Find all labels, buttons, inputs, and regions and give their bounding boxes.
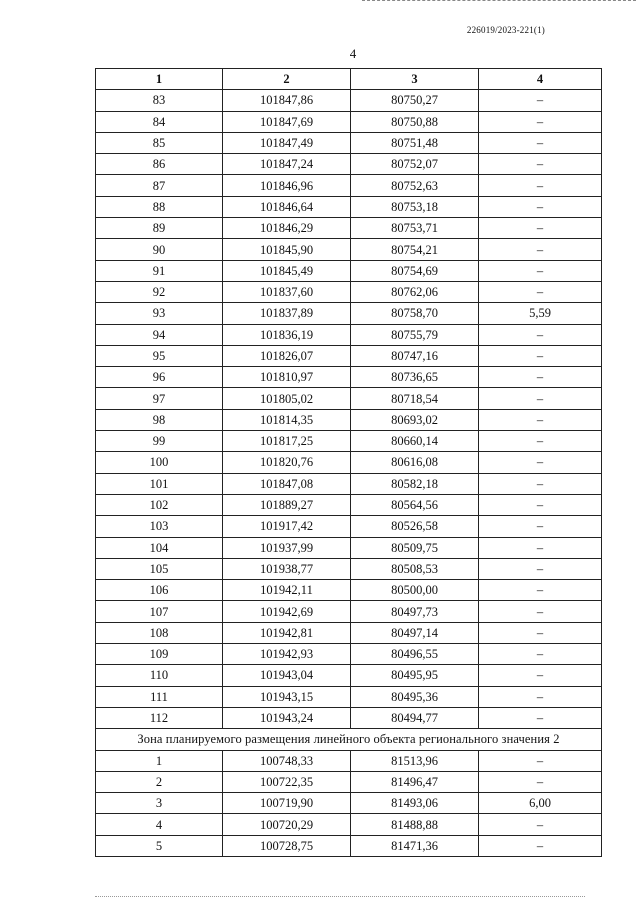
coordinate-y-cell: 81493,06 bbox=[351, 793, 479, 814]
coordinate-y-cell: 81488,88 bbox=[351, 814, 479, 835]
coordinate-x-cell: 101938,77 bbox=[223, 558, 351, 579]
table-row bbox=[96, 431, 602, 452]
table-row bbox=[96, 218, 602, 239]
point-number-cell: 97 bbox=[96, 388, 223, 409]
column-header-4: 4 bbox=[479, 69, 602, 90]
coordinate-y-cell: 80753,18 bbox=[351, 196, 479, 217]
coordinate-x-cell: 101847,86 bbox=[223, 90, 351, 111]
table-row bbox=[96, 303, 602, 324]
table-row bbox=[96, 665, 602, 686]
coordinates-table bbox=[95, 68, 602, 857]
table-row bbox=[96, 494, 602, 515]
distance-cell: – bbox=[479, 707, 602, 728]
table-row bbox=[96, 260, 602, 281]
table-body-zone-1 bbox=[96, 90, 602, 729]
coordinate-y-cell: 81496,47 bbox=[351, 771, 479, 792]
bottom-rule bbox=[95, 896, 585, 898]
coordinate-y-cell: 80616,08 bbox=[351, 452, 479, 473]
coordinate-x-cell: 101847,08 bbox=[223, 473, 351, 494]
coordinate-y-cell: 80750,88 bbox=[351, 111, 479, 132]
table-row bbox=[96, 814, 602, 835]
table-row bbox=[96, 90, 602, 111]
coordinate-x-cell: 101845,49 bbox=[223, 260, 351, 281]
coordinate-y-cell: 80747,16 bbox=[351, 345, 479, 366]
table-row bbox=[96, 239, 602, 260]
coordinate-y-cell: 80750,27 bbox=[351, 90, 479, 111]
coordinate-y-cell: 80508,53 bbox=[351, 558, 479, 579]
point-number-cell: 107 bbox=[96, 601, 223, 622]
point-number-cell: 95 bbox=[96, 345, 223, 366]
section-title: Зона планируемого размещения линейного объекта регионального значения 2 bbox=[96, 729, 602, 750]
distance-cell: – bbox=[479, 644, 602, 665]
point-number-cell: 104 bbox=[96, 537, 223, 558]
coordinate-y-cell: 80754,69 bbox=[351, 260, 479, 281]
point-number-cell: 111 bbox=[96, 686, 223, 707]
coordinate-y-cell: 80564,56 bbox=[351, 494, 479, 515]
table-row bbox=[96, 452, 602, 473]
coordinate-y-cell: 80762,06 bbox=[351, 281, 479, 302]
point-number-cell: 100 bbox=[96, 452, 223, 473]
coordinate-y-cell: 80500,00 bbox=[351, 580, 479, 601]
coordinate-x-cell: 101846,64 bbox=[223, 196, 351, 217]
point-number-cell: 102 bbox=[96, 494, 223, 515]
coordinate-y-cell: 80660,14 bbox=[351, 431, 479, 452]
point-number-cell: 83 bbox=[96, 90, 223, 111]
distance-cell: – bbox=[479, 196, 602, 217]
coordinate-x-cell: 101942,69 bbox=[223, 601, 351, 622]
table-row bbox=[96, 686, 602, 707]
table-row bbox=[96, 644, 602, 665]
coordinate-x-cell: 101889,27 bbox=[223, 494, 351, 515]
distance-cell: – bbox=[479, 580, 602, 601]
distance-cell: – bbox=[479, 154, 602, 175]
distance-cell: – bbox=[479, 239, 602, 260]
point-number-cell: 4 bbox=[96, 814, 223, 835]
distance-cell: – bbox=[479, 218, 602, 239]
coordinate-x-cell: 101846,29 bbox=[223, 218, 351, 239]
coordinate-x-cell: 101943,24 bbox=[223, 707, 351, 728]
coordinate-x-cell: 101847,49 bbox=[223, 132, 351, 153]
table-row bbox=[96, 175, 602, 196]
coordinate-y-cell: 80497,14 bbox=[351, 622, 479, 643]
point-number-cell: 86 bbox=[96, 154, 223, 175]
point-number-cell: 2 bbox=[96, 771, 223, 792]
distance-cell: – bbox=[479, 452, 602, 473]
coordinate-x-cell: 101837,89 bbox=[223, 303, 351, 324]
coordinate-y-cell: 80509,75 bbox=[351, 537, 479, 558]
point-number-cell: 88 bbox=[96, 196, 223, 217]
table-row bbox=[96, 281, 602, 302]
coordinate-y-cell: 80752,07 bbox=[351, 154, 479, 175]
coordinate-x-cell: 101917,42 bbox=[223, 516, 351, 537]
point-number-cell: 106 bbox=[96, 580, 223, 601]
distance-cell: – bbox=[479, 665, 602, 686]
coordinate-x-cell: 101837,60 bbox=[223, 281, 351, 302]
coordinate-x-cell: 101836,19 bbox=[223, 324, 351, 345]
coordinate-x-cell: 101937,99 bbox=[223, 537, 351, 558]
point-number-cell: 112 bbox=[96, 707, 223, 728]
coordinate-x-cell: 101942,81 bbox=[223, 622, 351, 643]
distance-cell: – bbox=[479, 601, 602, 622]
coordinate-x-cell: 101847,24 bbox=[223, 154, 351, 175]
coordinate-y-cell: 80751,48 bbox=[351, 132, 479, 153]
distance-cell: – bbox=[479, 835, 602, 856]
point-number-cell: 5 bbox=[96, 835, 223, 856]
point-number-cell: 98 bbox=[96, 409, 223, 430]
distance-cell: – bbox=[479, 750, 602, 771]
distance-cell: – bbox=[479, 260, 602, 281]
point-number-cell: 110 bbox=[96, 665, 223, 686]
table-row bbox=[96, 516, 602, 537]
distance-cell: – bbox=[479, 132, 602, 153]
point-number-cell: 103 bbox=[96, 516, 223, 537]
header-row bbox=[96, 69, 602, 90]
distance-cell: – bbox=[479, 111, 602, 132]
table-row bbox=[96, 388, 602, 409]
coordinate-x-cell: 101942,11 bbox=[223, 580, 351, 601]
table-row bbox=[96, 580, 602, 601]
distance-cell: – bbox=[479, 622, 602, 643]
point-number-cell: 109 bbox=[96, 644, 223, 665]
coordinate-y-cell: 80495,95 bbox=[351, 665, 479, 686]
point-number-cell: 3 bbox=[96, 793, 223, 814]
distance-cell: – bbox=[479, 281, 602, 302]
coordinate-x-cell: 100748,33 bbox=[223, 750, 351, 771]
distance-cell: – bbox=[479, 324, 602, 345]
coordinate-y-cell: 80693,02 bbox=[351, 409, 479, 430]
coordinate-x-cell: 101826,07 bbox=[223, 345, 351, 366]
point-number-cell: 99 bbox=[96, 431, 223, 452]
coordinate-x-cell: 101820,76 bbox=[223, 452, 351, 473]
table-row bbox=[96, 558, 602, 579]
coordinate-x-cell: 101847,69 bbox=[223, 111, 351, 132]
table-row bbox=[96, 111, 602, 132]
table-row bbox=[96, 750, 602, 771]
point-number-cell: 1 bbox=[96, 750, 223, 771]
distance-cell: – bbox=[479, 814, 602, 835]
table-row bbox=[96, 132, 602, 153]
table-row bbox=[96, 473, 602, 494]
coordinate-x-cell: 100728,75 bbox=[223, 835, 351, 856]
distance-cell: – bbox=[479, 388, 602, 409]
table-row bbox=[96, 793, 602, 814]
table-row bbox=[96, 537, 602, 558]
point-number-cell: 101 bbox=[96, 473, 223, 494]
coordinate-y-cell: 80495,36 bbox=[351, 686, 479, 707]
coordinate-x-cell: 100722,35 bbox=[223, 771, 351, 792]
column-header-1: 1 bbox=[96, 69, 223, 90]
point-number-cell: 92 bbox=[96, 281, 223, 302]
coordinate-x-cell: 100719,90 bbox=[223, 793, 351, 814]
distance-cell: – bbox=[479, 345, 602, 366]
table-row bbox=[96, 771, 602, 792]
point-number-cell: 105 bbox=[96, 558, 223, 579]
distance-cell: – bbox=[479, 516, 602, 537]
point-number-cell: 93 bbox=[96, 303, 223, 324]
coordinate-y-cell: 80736,65 bbox=[351, 367, 479, 388]
table-row bbox=[96, 409, 602, 430]
point-number-cell: 85 bbox=[96, 132, 223, 153]
coordinate-x-cell: 101943,04 bbox=[223, 665, 351, 686]
point-number-cell: 84 bbox=[96, 111, 223, 132]
top-rule bbox=[362, 0, 636, 2]
coordinate-y-cell: 80582,18 bbox=[351, 473, 479, 494]
table-row bbox=[96, 324, 602, 345]
table-row bbox=[96, 367, 602, 388]
point-number-cell: 90 bbox=[96, 239, 223, 260]
coordinate-y-cell: 80755,79 bbox=[351, 324, 479, 345]
table-body-zone-2 bbox=[96, 750, 602, 856]
coordinate-x-cell: 101846,96 bbox=[223, 175, 351, 196]
table-row bbox=[96, 196, 602, 217]
distance-cell: – bbox=[479, 90, 602, 111]
coordinate-x-cell: 101814,35 bbox=[223, 409, 351, 430]
coordinate-x-cell: 101943,15 bbox=[223, 686, 351, 707]
point-number-cell: 108 bbox=[96, 622, 223, 643]
coordinate-y-cell: 80752,63 bbox=[351, 175, 479, 196]
coordinate-y-cell: 81513,96 bbox=[351, 750, 479, 771]
coordinate-y-cell: 80496,55 bbox=[351, 644, 479, 665]
table-row bbox=[96, 154, 602, 175]
distance-cell: – bbox=[479, 537, 602, 558]
distance-cell: – bbox=[479, 175, 602, 196]
distance-cell: 6,00 bbox=[479, 793, 602, 814]
coordinate-x-cell: 100720,29 bbox=[223, 814, 351, 835]
distance-cell: – bbox=[479, 409, 602, 430]
distance-cell: – bbox=[479, 686, 602, 707]
document-id: 226019/2023-221(1) bbox=[466, 25, 545, 35]
distance-cell: – bbox=[479, 473, 602, 494]
point-number-cell: 89 bbox=[96, 218, 223, 239]
coordinate-x-cell: 101845,90 bbox=[223, 239, 351, 260]
section-title-row bbox=[96, 729, 602, 750]
coordinate-y-cell: 81471,36 bbox=[351, 835, 479, 856]
point-number-cell: 91 bbox=[96, 260, 223, 281]
coordinate-x-cell: 101805,02 bbox=[223, 388, 351, 409]
coordinate-y-cell: 80758,70 bbox=[351, 303, 479, 324]
coordinate-y-cell: 80497,73 bbox=[351, 601, 479, 622]
coordinate-y-cell: 80494,77 bbox=[351, 707, 479, 728]
table-row bbox=[96, 835, 602, 856]
table-row bbox=[96, 622, 602, 643]
coordinate-x-cell: 101810,97 bbox=[223, 367, 351, 388]
section-header bbox=[96, 729, 602, 750]
distance-cell: – bbox=[479, 558, 602, 579]
coordinate-x-cell: 101942,93 bbox=[223, 644, 351, 665]
point-number-cell: 94 bbox=[96, 324, 223, 345]
coordinate-y-cell: 80754,21 bbox=[351, 239, 479, 260]
distance-cell: – bbox=[479, 771, 602, 792]
coordinate-y-cell: 80718,54 bbox=[351, 388, 479, 409]
table-row bbox=[96, 345, 602, 366]
table-row bbox=[96, 601, 602, 622]
point-number-cell: 96 bbox=[96, 367, 223, 388]
column-header-2: 2 bbox=[223, 69, 351, 90]
distance-cell: 5,59 bbox=[479, 303, 602, 324]
column-header-3: 3 bbox=[351, 69, 479, 90]
distance-cell: – bbox=[479, 494, 602, 515]
point-number-cell: 87 bbox=[96, 175, 223, 196]
distance-cell: – bbox=[479, 431, 602, 452]
coordinate-y-cell: 80526,58 bbox=[351, 516, 479, 537]
coordinate-x-cell: 101817,25 bbox=[223, 431, 351, 452]
page-number: 4 bbox=[349, 46, 357, 61]
distance-cell: – bbox=[479, 367, 602, 388]
coordinate-y-cell: 80753,71 bbox=[351, 218, 479, 239]
table-row bbox=[96, 707, 602, 728]
